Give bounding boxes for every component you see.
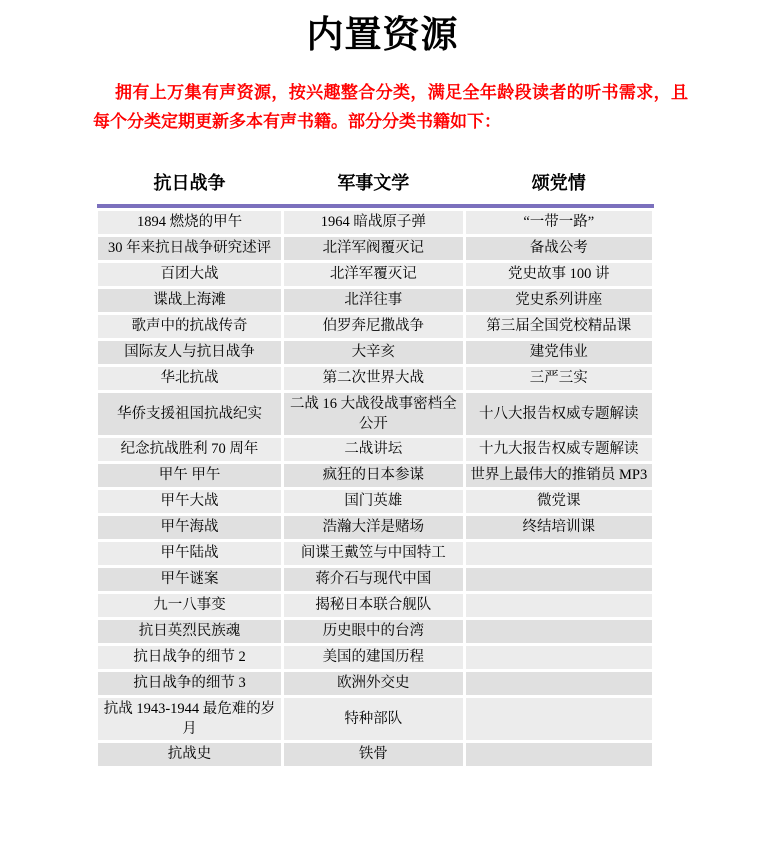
table-cell: 建党伟业 [464, 339, 653, 365]
table-cell: 蒋介石与现代中国 [283, 566, 465, 592]
table-row [97, 592, 654, 618]
table-cell [464, 592, 653, 618]
page [0, 14, 765, 845]
table-cell: 国际友人与抗日战争 [97, 339, 283, 365]
table-cell: 歌声中的抗战传奇 [97, 313, 283, 339]
table-row [97, 540, 654, 566]
table-cell: 谍战上海滩 [97, 287, 283, 313]
resource-table-body [97, 209, 654, 767]
table-cell: 华侨支援祖国抗战纪实 [97, 391, 283, 436]
table-row [97, 235, 654, 261]
table-cell: 北洋军阀覆灭记 [283, 235, 465, 261]
table-row [97, 209, 654, 235]
table-row [97, 313, 654, 339]
header-row [97, 164, 654, 204]
table-cell [464, 670, 653, 696]
table-cell: 党史系列讲座 [464, 287, 653, 313]
table-cell: 抗日战争的细节 2 [97, 644, 283, 670]
document [0, 14, 765, 769]
table-cell: 百团大战 [97, 261, 283, 287]
table-cell: 甲午陆战 [97, 540, 283, 566]
table-row [97, 462, 654, 488]
table-cell: 第二次世界大战 [283, 365, 465, 391]
table-cell: 微党课 [464, 488, 653, 514]
page-title: 内置资源 [306, 14, 459, 55]
table-cell [464, 741, 653, 767]
table-cell: 甲午海战 [97, 514, 283, 540]
table-cell: 铁骨 [283, 741, 465, 767]
table-row [97, 391, 654, 436]
column-header-praise-party: 颂党情 [464, 164, 653, 204]
table-cell: 间谍王戴笠与中国特工 [283, 540, 465, 566]
table-cell: 抗战 1943-1944 最危难的岁月 [97, 696, 283, 741]
table-cell: 特种部队 [283, 696, 465, 741]
table-cell: 甲午大战 [97, 488, 283, 514]
table-row [97, 436, 654, 462]
table-cell: 第三届全国党校精品课 [464, 313, 653, 339]
table-row [97, 618, 654, 644]
table-row [97, 566, 654, 592]
table-cell: 终结培训课 [464, 514, 653, 540]
table-cell: 抗战史 [97, 741, 283, 767]
table-cell: 浩瀚大洋是赌场 [283, 514, 465, 540]
table-cell [464, 618, 653, 644]
table-cell: 备战公考 [464, 235, 653, 261]
table-cell [464, 566, 653, 592]
table-row [97, 741, 654, 767]
table-cell: 历史眼中的台湾 [283, 618, 465, 644]
table-cell: 美国的建国历程 [283, 644, 465, 670]
table-cell: 北洋军覆灭记 [283, 261, 465, 287]
table-row [97, 261, 654, 287]
table-cell: 揭秘日本联合舰队 [283, 592, 465, 618]
table-cell: 十九大报告权威专题解读 [464, 436, 653, 462]
column-header-military-literature: 军事文学 [283, 164, 465, 204]
table-cell: 抗日英烈民族魂 [97, 618, 283, 644]
resource-table [95, 164, 655, 769]
table-cell: 抗日战争的细节 3 [97, 670, 283, 696]
table-row [97, 696, 654, 741]
table-cell: 1964 暗战原子弹 [283, 209, 465, 235]
table-cell: 党史故事 100 讲 [464, 261, 653, 287]
table-row [97, 670, 654, 696]
table-cell: 大辛亥 [283, 339, 465, 365]
table-cell: 二战讲坛 [283, 436, 465, 462]
table-row [97, 339, 654, 365]
table-cell: 甲午谜案 [97, 566, 283, 592]
table-row [97, 488, 654, 514]
table-cell: 十八大报告权威专题解读 [464, 391, 653, 436]
table-cell: 九一八事变 [97, 592, 283, 618]
table-row [97, 287, 654, 313]
column-header-anti-japanese-war: 抗日战争 [97, 164, 283, 204]
table-cell: 华北抗战 [97, 365, 283, 391]
table-cell: 世界上最伟大的推销员 MP3 [464, 462, 653, 488]
table-cell: 国门英雄 [283, 488, 465, 514]
table-cell: 三严三实 [464, 365, 653, 391]
table-cell: 二战 16 大战役战事密档全公开 [283, 391, 465, 436]
table-cell [464, 644, 653, 670]
intro-paragraph: 拥有上万集有声资源，按兴趣整合分类，满足全年龄段读者的听书需求，且每个分类定期更新多本有声书籍。部分分类书籍如下： [93, 83, 688, 131]
table-cell: 疯狂的日本参谋 [283, 462, 465, 488]
table-cell: 伯罗奔尼撒战争 [283, 313, 465, 339]
table-cell: 纪念抗战胜利 70 周年 [97, 436, 283, 462]
table-cell: 欧洲外交史 [283, 670, 465, 696]
table-row [97, 514, 654, 540]
table-row [97, 644, 654, 670]
table-cell [464, 696, 653, 741]
table-cell: 北洋往事 [283, 287, 465, 313]
table-cell: 甲午 甲午 [97, 462, 283, 488]
table-cell: 1894 燃烧的甲午 [97, 209, 283, 235]
table-cell [464, 540, 653, 566]
table-row [97, 365, 654, 391]
table-cell: 30 年来抗日战争研究述评 [97, 235, 283, 261]
table-cell: “一带一路” [464, 209, 653, 235]
